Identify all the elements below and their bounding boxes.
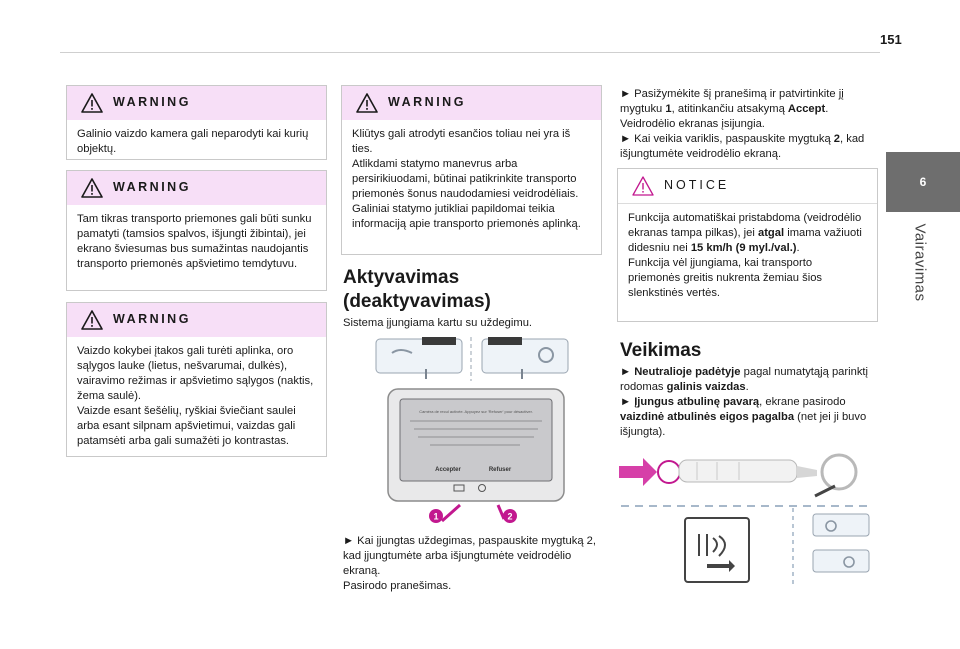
- text: (net jei ji buvo išjungta).: [620, 411, 867, 438]
- operation-text: [620, 365, 878, 440]
- notice-icon: [632, 176, 654, 196]
- warning-icon: [81, 93, 103, 113]
- text: , ekrane pasirodo: [759, 396, 846, 408]
- paragraph: [620, 365, 878, 395]
- warning-icon: [356, 93, 378, 113]
- activation-intro: Sistema įjungiama kartu su uždegimu.: [343, 317, 533, 329]
- text-bold: 15 km/h (9 myl./val.): [690, 242, 797, 254]
- notice-header: [618, 169, 877, 204]
- callout-2: 2: [507, 511, 513, 522]
- text: imama važiuoti didesniu nei: [628, 227, 862, 254]
- screen-accept-button[interactable]: Accepter: [435, 467, 461, 473]
- text: Funkcija automatiškai pristabdoma (veidrodėlio ekranas tampa pilkas), jei: [628, 212, 862, 239]
- notice-text: [618, 204, 877, 309]
- control-stalk-drawing: [617, 448, 877, 588]
- control-stalk-illustration: [617, 448, 877, 588]
- screen-message: Caméra de recul activée. Appuyez sur 'Refuser' pour désactiver.: [419, 409, 533, 414]
- warning-box-2: [66, 170, 327, 291]
- notice-title: NOTICE: [664, 178, 730, 192]
- warning-header: [67, 86, 326, 120]
- chapter-label: [910, 214, 930, 314]
- text: , kad išjungtumėte veidrodėlio ekraną.: [620, 133, 865, 160]
- warning-text: Galinio vaizdo kamera gali neparodyti kai kurių objektų.: [77, 128, 309, 155]
- warning-paragraph: Vaizdo kokybei įtakos gali turėti aplinka, oro sąlygos lauke (lietus, nešvarumai, dulkės), vairavimo režimas ir apšvietimo sąlygos (naktis, žema saulė).: [77, 345, 314, 402]
- warning-icon: [81, 178, 103, 198]
- callout-1: 1: [433, 511, 439, 522]
- paragraph: [620, 132, 878, 162]
- warning-title: WARNING: [113, 312, 191, 326]
- text: pagal numatytąją parinktį rodomas: [620, 366, 869, 393]
- warning-title: WARNING: [113, 180, 191, 194]
- header-divider: [60, 52, 880, 53]
- warning-header: [67, 171, 326, 205]
- warning-box-4: [341, 85, 602, 255]
- page-number: 151: [880, 32, 902, 47]
- text: .: [796, 242, 800, 254]
- text-bold: Neutralioje padėtyje: [634, 366, 741, 378]
- text-bold: 2: [833, 133, 841, 145]
- confirm-instructions: [620, 87, 878, 162]
- warning-text: [67, 337, 326, 457]
- paragraph: [620, 395, 878, 440]
- warning-paragraph: Vaizde esant šešėlių, ryškiai šviečiant saulei arba esant silpnam apšvietimui, vaizdas gali patamsėti arba gali sumažėti jo kontrastas.: [77, 405, 296, 447]
- warning-box-1: [66, 85, 327, 160]
- paragraph: Pasirodo pranešimas.: [343, 580, 452, 592]
- warning-header: [342, 86, 601, 120]
- screen-refuse-button[interactable]: Refuser: [488, 467, 512, 473]
- text: ► Kai veikia variklis, paspauskite mygtuką: [620, 133, 834, 145]
- warning-title: WARNING: [113, 95, 191, 109]
- warning-paragraph: Atlikdami statymo manevrus arba persirikiuodami, būtinai patikrinkite transporto priemonės šonus naudodamiesi veidrodėliais. Galiniai statymo jutikliai papildomai teikia informaciją apie transporto priemonės aplinką.: [352, 158, 581, 230]
- text-bold: Įjungus atbulinę pavarą: [634, 396, 760, 408]
- warning-text: Tam tikras transporto priemones gali būti sunku pamatyti (tamsios spalvos, išjungti žibintai), jei ekrano šviesumas bus sumažintas naudojantis transporto priemonės apšvietimo temdytuvu.: [77, 213, 312, 270]
- text: ►: [620, 396, 635, 408]
- chapter-tab[interactable]: 6: [886, 152, 960, 212]
- text-bold: atgal: [757, 227, 785, 239]
- heading-line: (deaktyvavimas): [343, 291, 491, 312]
- mirror-screen-illustration: [370, 333, 580, 525]
- text-bold: Accept: [787, 103, 826, 115]
- section-heading-operation: Veikimas: [620, 340, 702, 361]
- paragraph: [628, 211, 867, 256]
- notice-box: [617, 168, 878, 322]
- paragraph: [620, 87, 878, 117]
- mirror-screen-drawing: [370, 333, 580, 525]
- text: .: [745, 381, 749, 393]
- text-bold: 1: [665, 103, 672, 115]
- heading-line: Aktyvavimas: [343, 267, 460, 288]
- warning-box-3: [66, 302, 327, 457]
- paragraph: ► Kai įjungtas uždegimas, paspauskite mygtuką 2, kad įjungtumėte arba išjungtumėte veidrodėlio ekraną.: [343, 535, 596, 577]
- text: .: [825, 103, 829, 115]
- text: , atitinkančiu atsakymą: [671, 103, 788, 115]
- warning-header: [67, 303, 326, 337]
- warning-text: [342, 120, 601, 240]
- warning-title: WARNING: [388, 95, 466, 109]
- paragraph: Funkcija vėl įjungiama, kai transporto priemonės greitis nukrenta žemiau šios slenkstinės vertės.: [628, 257, 823, 299]
- text-bold: galinis vaizdas: [666, 381, 746, 393]
- warning-paragraph: Kliūtys gali atrodyti esančios toliau nei yra iš ties.: [352, 128, 571, 155]
- activation-instructions: [343, 534, 605, 594]
- text: ►: [620, 366, 635, 378]
- paragraph: Veidrodėlio ekranas įsijungia.: [620, 118, 765, 130]
- text-bold: vaizdinė atbulinės eigos pagalba: [620, 411, 795, 423]
- section-heading-activation: [343, 266, 603, 314]
- chapter-label-text: Vairavimas: [911, 223, 929, 302]
- warning-icon: [81, 310, 103, 330]
- text: ► Pasižymėkite šį pranešimą ir patvirtinkite jį mygtuku: [620, 88, 844, 115]
